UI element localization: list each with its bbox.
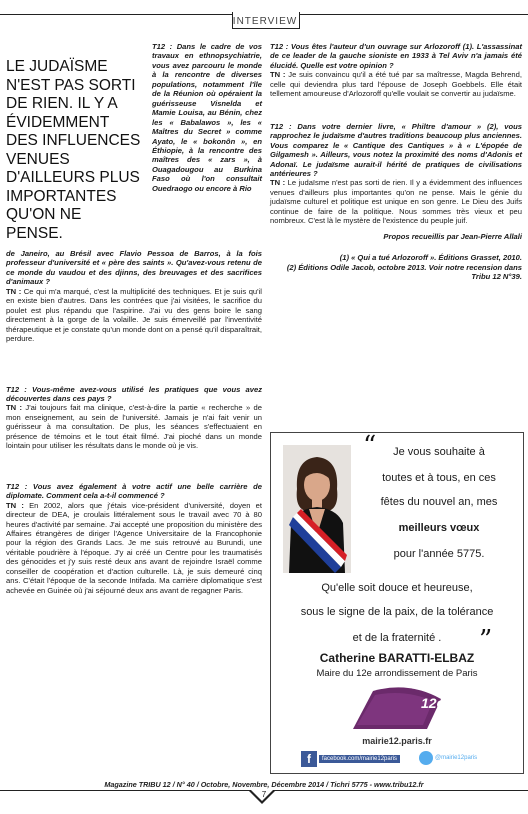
- question-5: T12 : Dans votre dernier livre, « Philtre d'amour » (2), vous rapprochez le judaïsme d'autres traditions beaucoup plus anciennes. Vous comparez le « Cantique des Cantiques » à « L'épopée de Gilgamesh ». Ailleurs, vous notez la proximité des noms d'Adonis et Adonaï. Le judaïsme aurait-il hérité de pratiques de civilisations antérieures ?: [270, 121, 522, 178]
- greeting-line-5: pour l'année 5775.: [393, 548, 485, 560]
- mayor-title: Maire du 12e arrondissement de Paris: [316, 668, 478, 679]
- answer-5-label: TN :: [270, 178, 286, 188]
- pull-quote: LE JUDAÏSME N'EST PAS SORTI DE RIEN. IL Y A ÉVIDEMMENT DES INFLUENCES VENUES D'AILLEURS PLUS IMPORTANTES QU'ON NE PENSE.: [6, 58, 141, 242]
- signature: Propos recueillis par Jean-Pierre Allali: [383, 231, 522, 241]
- footnotes: [270, 253, 522, 281]
- question-2: T12 : Vous-même avez-vous utilisé les pratiques que vous avez découvertes dans ces pays ?: [6, 384, 262, 403]
- answer-3: En 2002, alors que j'étais vice-président d'université, doyen et directeur de DEA, je croulais littéralement sous le travail avec 70 à 80 heures d'activité par semaine. J'ai accepté une proposition du ministère des Affaires étrangères de diriger l'Agence Universitaire de la Francophonie pour la région des Grands Lacs. Je me suis retrouvé au Burundi, une véritable poudrière à l'époque. J'y ai créé un Centre pour les traumatisés des génocides et j'y suis resté deux ans avant de rejoindre Israël comme conseiller de coopération et d'action culturelle. Là, je suis demeuré cinq ans. C'était l'époque de la seconde Intifada. Ma carrière diplomatique s'est achevée en Guinée où j'ai séjourné deux ans avant de regagner Paris.: [6, 500, 262, 595]
- mayor-portrait: [283, 445, 351, 573]
- twitter-link[interactable]: @mairie12paris: [435, 755, 478, 761]
- page-number: 7: [261, 790, 267, 799]
- section-label: INTERVIEW: [232, 16, 298, 27]
- facebook-icon[interactable]: f: [301, 751, 317, 767]
- answer-5: Le judaïsme n'est pas sorti de rien. Il y a évidemment des influences venues d'ailleurs plus importantes qu'on ne pense. Mais le génie du judaïsme culturel et politique est unique en son genre. Le Dieu des Juifs continue de faire de la politique. Nous sommes très vieux et peu nombreux. C'est là le mystère de l'existence du peuple juif.: [270, 178, 522, 226]
- answer-2: J'ai toujours fait ma clinique, c'est-à-dire la partie « recherche » de mon enseignement, au sein de l'université. Jamais je n'ai fait venir un guérisseur à ma consultation. De plus, les séances s'effectuaient en présence de témoins et le tout était filmé. J'ai pioché dans un monde lointain pour utiliser les résultats dans le monde où je vis.: [6, 403, 262, 451]
- answer-3-label: TN :: [6, 500, 24, 510]
- new-year-greeting-ad: [270, 432, 524, 774]
- header-rule-right: [298, 14, 528, 15]
- footnote-1: (1) « Qui a tué Arlozoroff ». Éditions Grasset, 2010.: [339, 253, 522, 263]
- mairie-website: mairie12.paris.fr: [362, 736, 432, 746]
- answer-1: Ce qui m'a marqué, c'est la multiplicité des techniques. Et je suis qu'il en existe bien d'autres. Dans les contrées que j'ai visitées, le sacrifice du poulet est plus répandu que l'aspirine. J'ai vu des gens boire le sang directement à la gorge de la volaille. Je suis émerveillé par l'inventivité thérapeutique et je constate qu'un monde dont on a pensé qu'il disparaîtrait, perdure.: [6, 286, 262, 344]
- answer-2-label: TN :: [6, 403, 23, 413]
- greeting-line-4: meilleurs vœux: [398, 522, 480, 534]
- question-1-end: de Janeiro, au Brésil avec Flavio Pessoa de Barros, à la fois professeur d'université et « père des saints ». Qu'avez-vous retenu de ce monde du vaudou et des djinns, des breuvages et des sacrifices d'animaux ?: [6, 249, 262, 287]
- close-quote-mark: ”: [479, 625, 493, 655]
- logo-number: 12e: [421, 695, 445, 711]
- answer-4-label: TN :: [270, 70, 286, 80]
- greeting-line-6: Qu'elle soit douce et heureuse,: [321, 582, 473, 594]
- portrait-image: [283, 445, 351, 573]
- greeting-line-8: et de la fraternité .: [352, 632, 442, 644]
- answer-4: Je suis convaincu qu'il a été tué par sa maîtresse, Magda Behrend, celle qui deviendra plus tard l'épouse de Joseph Goebbels. Elle était tellement amoureuse d'Arlozoroff qu'elle voulait se convertir au judaïsme.: [270, 70, 522, 99]
- footnote-2: (2) Éditions Odile Jacob, octobre 2013. Voir notre recension dans Tribu 12 N°39.: [286, 262, 522, 282]
- question-4: T12 : Vous êtes l'auteur d'un ouvrage sur Arlozoroff (1). L'assassinat de ce leader de la gauche sioniste en 1933 à Tel Aviv n'a jamais été élucidé. Quelle est votre opinion ?: [270, 42, 522, 70]
- greeting-line-3: fêtes du nouvel an, mes: [380, 496, 498, 508]
- left-column-top: [152, 42, 262, 202]
- twitter-icon[interactable]: [419, 751, 433, 765]
- facebook-link[interactable]: facebook.com/mairie12paris: [319, 755, 400, 763]
- greeting-line-1: Je vous souhaite à: [393, 446, 485, 458]
- mayor-name: Catherine BARATTI-ELBAZ: [319, 651, 475, 665]
- footer-text: Magazine TRIBU 12 / N° 40 / Octobre, Novembre, Décembre 2014 / Tichri 5775 - www.tribu12.fr: [104, 780, 424, 789]
- header-rule-left: [0, 14, 232, 15]
- answer-1-label: TN :: [6, 286, 22, 296]
- greeting-line-7: sous le signe de la paix, de la tolérance: [300, 606, 494, 618]
- right-column: [270, 42, 522, 282]
- question-3: T12 : Vous avez également à votre actif une belle carrière de diplomate. Comment cela a-t-il commencé ?: [6, 481, 262, 501]
- question-1-start: T12 : Dans le cadre de vos travaux en ethnopsychiatrie, vous avez parcouru le monde à la rencontre de diverses populations, notamment l'île de la Réunion où opéraient la guérisseuse Visnelda et Mamie Louisa, au Bénin, chez les « Babalawos », les « Maîtres du Secret » comme Ayato, le « bokonôn », en Éthiopie, à la rencontre des maîtres des « zars », à Ouagadougou au Burkina Faso où l'on consultait Ouedraogo ou encore à Rio: [152, 42, 262, 193]
- open-quote-mark: “: [363, 431, 377, 461]
- greeting-line-2: toutes et à tous, en ces: [382, 472, 496, 484]
- left-column: [6, 249, 262, 604]
